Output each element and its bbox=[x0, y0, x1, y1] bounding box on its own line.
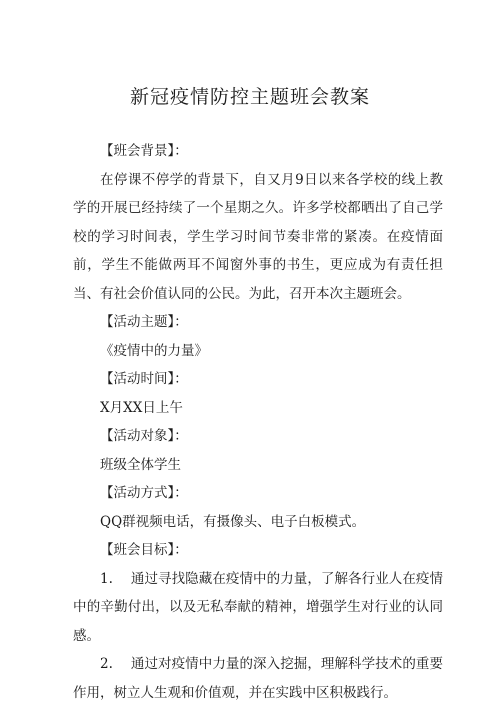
time-heading: 【活动时间】： bbox=[100, 371, 188, 387]
theme-text: 《疫情中的力量》 bbox=[100, 342, 208, 359]
background-paragraph: 在停课不停学的背景下，自又月9日以来各学校的线上教学的开展已经持续了一个星期之久。许多学校都晒出了自己学校的学习时间表，学生学习时间节奏非常的紧凑。在疫情面前，学生不能做两耳不闻窗外事的书生，更应成为有责任担当、有社会价值认同的公民。为此，召开本次主题班会。 bbox=[73, 171, 443, 302]
audience-heading: 【活动对象】： bbox=[100, 428, 188, 444]
theme-heading: 【活动主题】： bbox=[100, 314, 188, 330]
document-title: 新冠疫情防控主题班会教案 bbox=[129, 86, 370, 108]
goals-heading: 【班会目标】： bbox=[100, 542, 188, 558]
goal-item-2: 2. 通过对疫情中力量的深入挖掘，理解科学技术的重要作用，树立人生观和价值观，并在实践中区积极践行。 bbox=[73, 656, 443, 701]
goal-item-1: 1. 通过寻找隐藏在疫情中的力量，了解各行业人在疫情中的辛勤付出，以及无私奉献的精神，增强学生对行业的认同感。 bbox=[73, 570, 443, 644]
audience-text: 班级全体学生 bbox=[100, 456, 181, 473]
method-text: QQ群视频电话，有摄像头、电子白板模式。 bbox=[100, 513, 366, 530]
background-heading: 【班会背景】： bbox=[100, 143, 188, 159]
method-heading: 【活动方式】： bbox=[100, 485, 188, 501]
document-body bbox=[73, 137, 443, 707]
time-text: X月XX日上午 bbox=[100, 399, 183, 416]
